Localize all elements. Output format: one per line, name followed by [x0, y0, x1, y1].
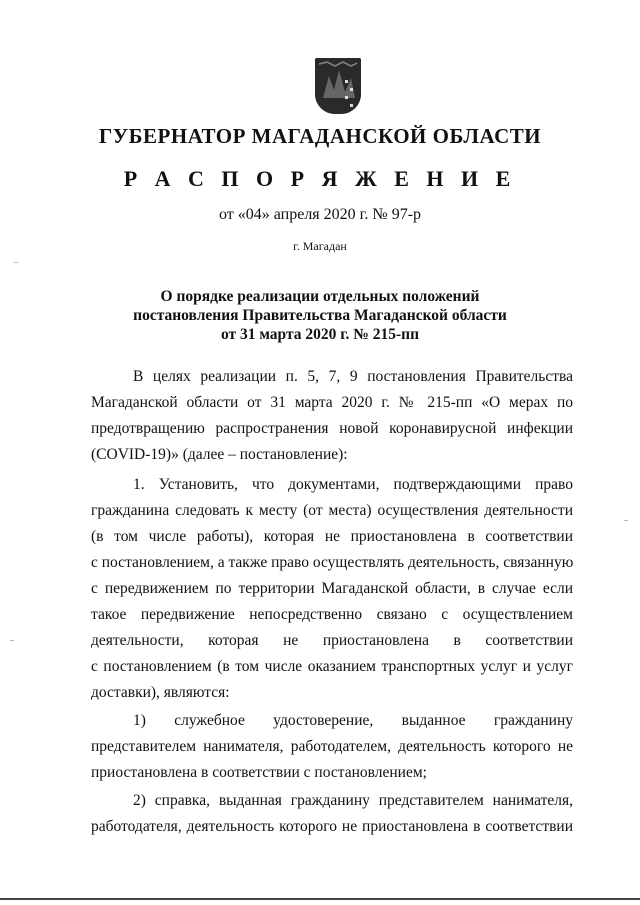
- document-title: [100, 287, 540, 344]
- body-line: Магаданской области от 31 марта 2020 г. № 215-пп «О мерах по: [91, 394, 573, 411]
- body-line: представителем нанимателя, работодателем, деятельность которого не: [91, 738, 573, 755]
- document-city: г. Магадан: [293, 239, 347, 253]
- scan-artifact: [10, 640, 14, 641]
- body-line: с постановлением, а также право осуществлять деятельность, связанную: [91, 554, 574, 571]
- body-line: работодателя, деятельность которого не приостановлена в соответствии: [91, 818, 573, 835]
- body-line: 1) служебное удостоверение, выданное гражданину: [133, 712, 573, 729]
- title-line: от 31 марта 2020 г. № 215-пп: [220, 326, 420, 343]
- body-line: такое передвижение непосредственно связано с осуществлением: [91, 606, 573, 623]
- body-line: (COVID-19)» (далее – постановление):: [91, 446, 348, 463]
- title-line: О порядке реализации отдельных положений: [160, 288, 480, 305]
- body-line: деятельности, которая не приостановлена в соответствии: [91, 632, 573, 649]
- issuer-heading: ГУБЕРНАТОР МАГАДАНСКОЙ ОБЛАСТИ: [98, 124, 542, 148]
- body-line: В целях реализации п. 5, 7, 9 постановления Правительства: [133, 368, 573, 385]
- body-line: приостановлена в соответствии с постановлением;: [91, 764, 427, 781]
- scan-artifact: [624, 520, 628, 521]
- body-line: с постановлением (в том числе оказанием транспортных услуг и услуг: [91, 658, 573, 675]
- document-type: Р А С П О Р Я Ж Е Н И Е: [123, 166, 517, 191]
- body-line: 2) справка, выданная гражданину представителем нанимателя,: [133, 792, 573, 809]
- body-line: предотвращению распространения новой коронавирусной инфекции: [91, 420, 573, 437]
- body-line: 1. Установить, что документами, подтверждающими право: [133, 476, 573, 493]
- coat-of-arms-emblem: [315, 58, 361, 114]
- scan-artifact: [14, 262, 18, 263]
- title-line: постановления Правительства Магаданской области: [133, 307, 507, 324]
- body-line: гражданина следовать к месту (от места) осуществления деятельности: [91, 502, 573, 519]
- body-line: (в том числе работы), которая не приостановлена в соответствии: [91, 528, 573, 545]
- body-line: доставки), являются:: [91, 684, 230, 701]
- body-line: с передвижением по территории Магаданской области, в случае если: [91, 580, 573, 597]
- document-date-number: от «04» апреля 2020 г. № 97-р: [218, 206, 422, 223]
- scan-edge: [0, 898, 640, 900]
